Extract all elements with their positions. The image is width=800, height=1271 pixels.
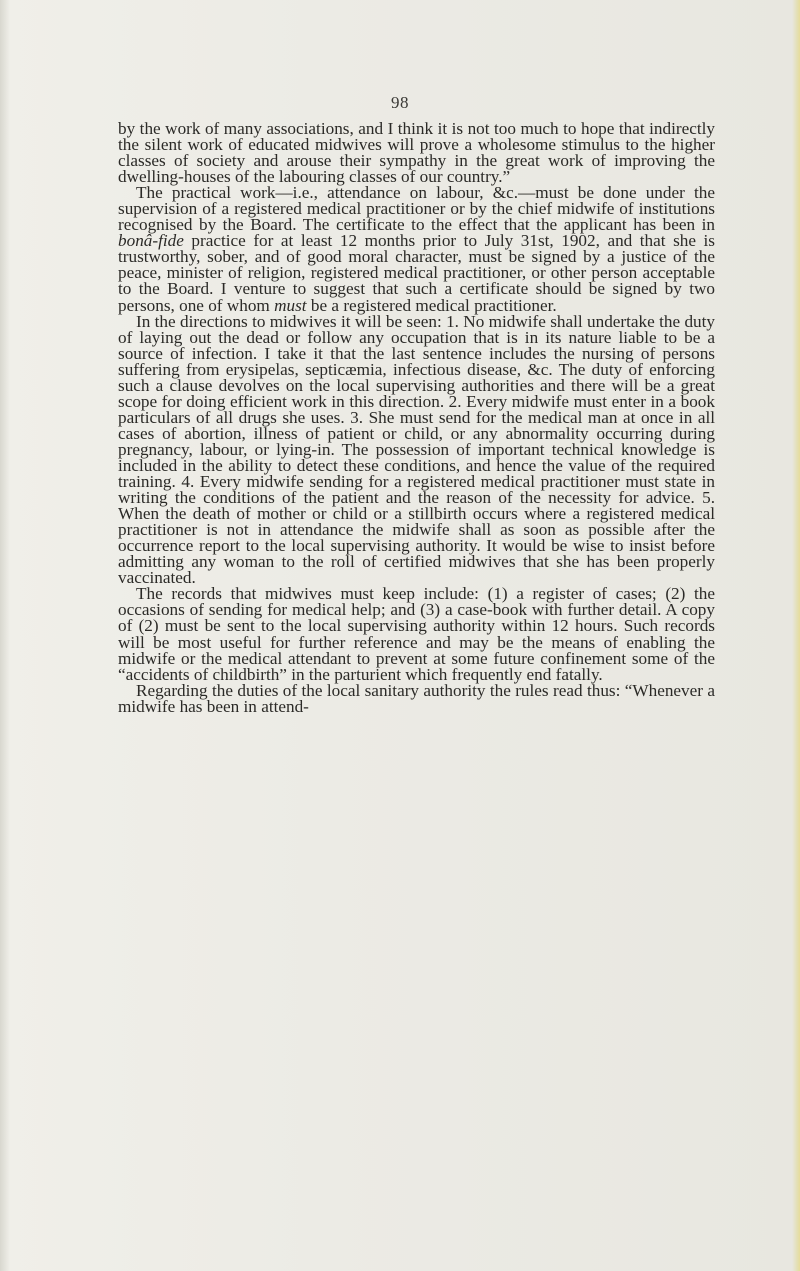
text-run: be a registered medical practitioner. <box>306 295 557 315</box>
paragraph-p2 <box>118 185 715 313</box>
text-run: by the work of many associations, and I think it is not too much to hope that indirectly the silent work of educated midwives will prove a wholesome stimulus to the higher classes of society and arouse their sympathy in the great work of improving the dwelling-houses of the labouring classes of our country.” <box>118 119 715 187</box>
gutter-shadow <box>0 0 10 1271</box>
italic-text: must <box>274 295 307 315</box>
italic-text: bonâ-fide <box>118 231 184 251</box>
paragraph-p1 <box>118 121 715 185</box>
page-edge <box>792 0 800 1271</box>
page-number: 98 <box>391 93 409 112</box>
paragraph-p5 <box>118 680 715 716</box>
text-run: The records that midwives must keep include: (1) a register of cases; (2) the occasions of sending for medical help; and (3) a case-book with further detail. A copy of (2) must be sent to the local supervising authority within 12 hours. Such records will be most useful for further reference and may be the means of enabling the midwife or the medical attendant to prevent at some future confinement some of the “accidents of childbirth” in the parturient which frequently end fatally. <box>118 584 715 684</box>
text-run: The practical work—i.e., attendance on labour, &c.—must be done under the supervision of a registered medical practitioner or by the chief midwife of institutions recognised by the Board. The certificate to the effect that the applicant has been in <box>118 183 715 235</box>
paragraph-p4 <box>118 586 715 682</box>
text-run: practice for at least 12 months prior to July 31st, 1902, and that she is trustworthy, sober, and of good moral character, must be signed by a justice of the peace, minister of religion, registered medical practitioner, or other person acceptable to the Board. I venture to suggest that such a certificate should be signed by two persons, one of whom <box>118 231 715 315</box>
text-run: Regarding the duties of the local sanitary authority the rules read thus: “Whenever a midwife has been in attend- <box>118 680 715 716</box>
paragraph-p3 <box>118 311 715 588</box>
text-run: In the directions to midwives it will be seen: 1. No midwife shall undertake the duty of laying out the dead or follow any occupation that is in its nature liable to be a source of infection. I take it that the last sentence includes the nursing of persons suffering from erysipelas, septicæmia, infectious disease, &c. The duty of enforcing such a clause devolves on the local supervising authorities and there will be a great scope for doing efficient work in this direction. 2. Every midwife must enter in a book particulars of all drugs she uses. 3. She must send for the medical man at once in all cases of abortion, illness of patient or child, or any abnormality occurring during pregnancy, labour, or lying-in. The possession of important technical knowledge is included in the ability to detect these conditions, and hence the value of the required training. 4. Every midwife sending for a registered medical practitioner must state in writing the conditions of the patient and the reason of the necessity for advice. 5. When the death of mother or child or a stillbirth occurs where a registered medical practitioner is not in attendance the midwife shall as soon as possible after the occurrence report to the local supervising authority. It would be wise to insist before admitting any woman to the roll of certified midwives that she has been properly vaccinated. <box>118 311 715 588</box>
body-text <box>118 121 715 715</box>
